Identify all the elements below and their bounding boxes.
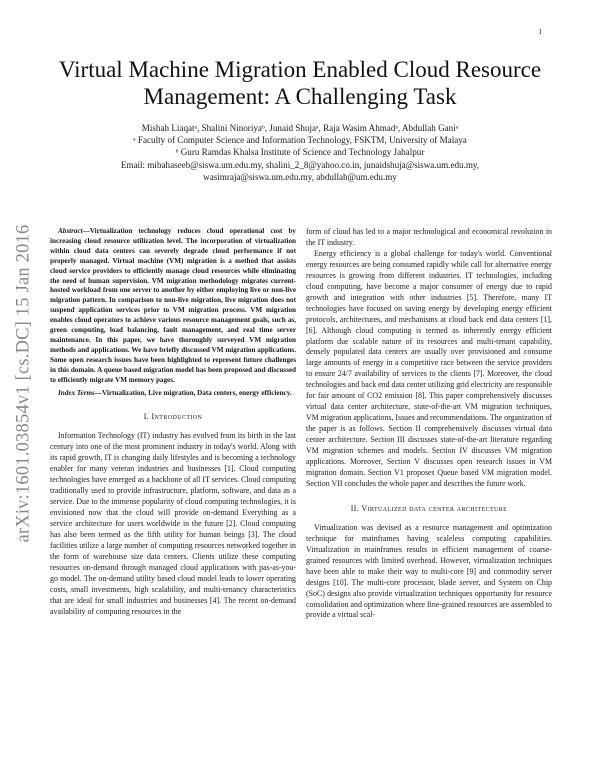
email-line-2: wasimraja@siswa.um.edu.my, abdullah@um.edu.my bbox=[203, 171, 397, 182]
affiliation-a: ᵃ Faculty of Computer Science and Information Technology, FSKTM, University of Malaya bbox=[133, 135, 467, 146]
introduction-paragraph-1: Information Technology (IT) industry has evolved from its birth in the last century into one of the most prominent industry in today's world. Along with its rapid growth, IT is changing daily lifestyles and is becoming a technology enabler for many veteran industries and businesses [1]. Cloud computing technologies have emerged as a backbone of all IT services. Cloud computing traditionally used to provide infrastructure, platform, software, and data as a service. Due to the immense popularity of cloud computing technologies, it is envisioned now that the cloud will provide on-demand Everything as a service architecture for users worldwide in the future [2]. Cloud computing has also been termed as the fifth utility for human beings [3]. The cloud facilities utilize a large number of computing resources networked together in the form of warehouse size data centers. Clients utilize these computing resources on-demand through managed cloud applications with pas-as-you-go model. The on-demand utility based cloud model leads to lower operating costs, small investments, high scalability, and multi-tenancy characteristics that are ideal for small industries and businesses [4]. The recent on-demand availability of computing resources in the bbox=[50, 431, 296, 616]
title-line-2: Management: A Challenging Task bbox=[143, 84, 457, 109]
title-line-1: Virtual Machine Migration Enabled Cloud Resource bbox=[58, 57, 542, 82]
section-heading-introduction: I. Introduction bbox=[143, 412, 203, 422]
right-column bbox=[306, 227, 552, 621]
author-block bbox=[40, 122, 560, 183]
index-terms-label: Index Terms bbox=[58, 388, 95, 397]
index-terms-text: —Virtualization, Live migration, Data centers, energy efficiency. bbox=[94, 388, 292, 397]
abstract-text: —Virtualization technology reduces cloud operational cost by increasing cloud resource utilization level. The incorporation of virtualization within cloud data centers can severely degrade cloud performance if not properly managed. Virtual machine (VM) migration is a method that assists cloud service providers to efficiently manage cloud resources while eliminating the need of human supervision. VM migration methodology migrates current-hosted workload from one server to another by either employing live or non-live migration pattern. In comparison to non-live migration, live migration does not suspend application services prior to VM migration process. VM migration enables cloud operators to achieve various resource management goals, such as, green computing, load balancing, fault management, and real time server maintenance. In this paper, we have thoroughly surveyed VM migration methods and applications. We have briefly discussed VM migration applications. Some open research issues have been highlighted to represent future challenges in this domain. A queue based migration model has been proposed and discussed to efficiently migrate VM memory pages. bbox=[50, 227, 296, 384]
email-line-1: Email: mibahaseeb@siswa.um.edu.my, shalini_2_8@yahoo.co.in, junaidshuja@siswa.um.edu.my, bbox=[120, 159, 480, 170]
left-column bbox=[50, 227, 296, 618]
abstract bbox=[50, 227, 296, 386]
author-names: Mishah Liaqatᵃ, Shalini Ninoriyaᵇ, Junaid Shujaᵃ, Raja Wasim Ahmadᵃ, Abdullah Ganiᵃ bbox=[141, 123, 459, 133]
section-heading-virtualized-data-center: II. Virtualized data center architecture bbox=[350, 503, 508, 513]
section-2-paragraph-1: Virtualization was devised as a resource management and optimization technique for mainframes having scaleless computing capabilities. Virtualization in mainframes results in efficient management of coarse-grained resources with limited overhead. However, virtualization techniques have been able to make their way to multi-core [9] and commodity server designs [10]. The multi-core processor, blade server, and System on Chip (SoC) designs also provide virtualization techniques opportunity for resource consolidation and optimization where fine-grained resources are assembled to provide a virtual scal- bbox=[306, 522, 552, 620]
affiliation-b: ᵇ Guru Ramdas Khalsa Institute of Science and Technology Jabalpur bbox=[175, 147, 425, 158]
paper-title bbox=[40, 56, 560, 110]
index-terms bbox=[50, 389, 296, 399]
arxiv-identifier-text: arXiv:1601.03854v1 [cs.DC] 15 Jan 2016 bbox=[13, 224, 34, 543]
introduction-paragraph-continued: form of cloud has led to a major technological and economical revolution in the IT industry. bbox=[306, 227, 552, 247]
introduction-paragraph-2: Energy efficiency is a global challenge for today's world. Conventional energy resources are being consumed rapidly while call for alternative energy resources is growing from different industries. IT technologies, including cloud computing, have become a major consumer of energy due to rapid growth and integration with other industries [5]. Therefore, many IT technologies have focused on saving energy by developing energy efficient protocols, architectures, and mechanisms at cloud back end data centers [1], [6]. Although cloud computing is termed as inherently energy efficient platform due scalable nature of its resources and multi-tenant capability, densely populated data centers are usually over provisioned and consume large amounts of energy in a competitive race between the service providers to ensure 24/7 availability of services to the clients [7]. Moreover, the cloud technologies and back end data center utilizing grid electricity are responsible for fair amount of CO2 emission [8]. This paper comprehensively discusses virtual data center architecture, state-of-the-art VM migration techniques, VM migration applications, Issues and recommendations. The organization of the paper is as follows. Section II comprehensively discusses virtual data center architecture. Section III discusses state-of-the-art literature regarding VM migration schemes and models. Section IV discusses VM migration applications. Moreover, Section V discusses open research issues in VM migration domain. Section V1 proposes Queue based VM migration model. Section VII concludes the whole paper and describes the future work. bbox=[306, 248, 553, 488]
arxiv-identifier bbox=[4, 206, 44, 561]
abstract-label: Abstract bbox=[58, 227, 83, 235]
page-number: 1 bbox=[538, 28, 542, 36]
